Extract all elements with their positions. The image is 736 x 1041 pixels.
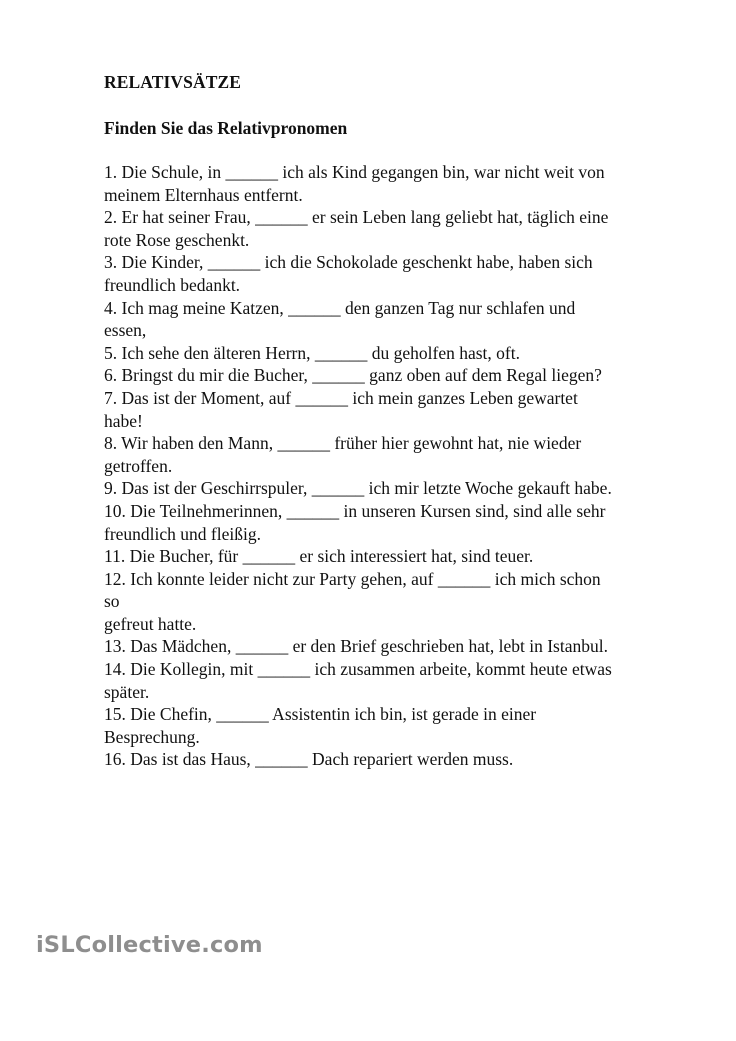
exercise-item (104, 658, 694, 703)
exercise-item (104, 342, 694, 365)
exercise-line: rote Rose geschenkt. (104, 229, 250, 250)
exercise-item (104, 297, 694, 342)
exercise-item (104, 635, 694, 658)
exercise-item (104, 251, 694, 296)
exercise-line: meinem Elternhaus entfernt. (104, 184, 303, 205)
exercise-item (104, 477, 694, 500)
exercise-line: 16. Das ist das Haus, ______ Dach repariert werden muss. (104, 749, 514, 770)
exercise-line: später. (104, 681, 150, 702)
exercise-item (104, 206, 694, 251)
exercise-line: 15. Die Chefin, ______ Assistentin ich bin, ist gerade in einer (104, 704, 537, 725)
exercise-line: 6. Bringst du mir die Bucher, ______ ganz oben auf dem Regal liegen? (104, 365, 602, 386)
exercise-line: Besprechung. (104, 726, 200, 747)
exercise-item (104, 545, 694, 568)
exercise-line: 1. Die Schule, in ______ ich als Kind gegangen bin, war nicht weit von (104, 162, 605, 182)
exercise-line: 13. Das Mädchen, ______ er den Brief geschrieben hat, lebt in Istanbul. (104, 636, 608, 657)
exercise-item (104, 387, 694, 432)
exercise-line: 5. Ich sehe den älteren Herrn, ______ du geholfen hast, oft. (104, 342, 520, 363)
exercise-line: 10. Die Teilnehmerinnen, ______ in unseren Kursen sind, sind alle sehr (104, 500, 606, 521)
exercise-line: freundlich bedankt. (104, 274, 241, 295)
exercise-line: 7. Das ist der Moment, auf ______ ich mein ganzes Leben gewartet (104, 387, 578, 408)
exercise-line: 8. Wir haben den Mann, ______ früher hier gewohnt hat, nie wieder (104, 433, 582, 454)
exercise-item (104, 703, 694, 748)
exercise-line: 4. Ich mag meine Katzen, ______ den ganzen Tag nur schlafen und (104, 297, 576, 318)
exercise-item (104, 161, 694, 206)
exercise-line: gefreut hatte. (104, 613, 197, 634)
exercise-line: so (104, 591, 120, 612)
exercise-line: 2. Er hat seiner Frau, ______ er sein Leben lang geliebt hat, täglich eine (104, 207, 609, 228)
exercise-list (104, 161, 694, 771)
exercise-item (104, 748, 694, 771)
worksheet-title: RELATIVSÄTZE (104, 72, 242, 92)
exercise-line: getroffen. (104, 455, 173, 476)
exercise-line: freundlich und fleißig. (104, 523, 261, 544)
exercise-line: 11. Die Bucher, für ______ er sich interessiert hat, sind teuer. (104, 546, 534, 567)
site-watermark: iSLCollective.com (36, 932, 263, 958)
exercise-item (104, 568, 694, 636)
exercise-line: 12. Ich konnte leider nicht zur Party gehen, auf ______ ich mich schon (104, 568, 601, 589)
exercise-line: essen, (104, 320, 147, 341)
exercise-line: 14. Die Kollegin, mit ______ ich zusammen arbeite, kommt heute etwas (104, 659, 612, 680)
exercise-line: 3. Die Kinder, ______ ich die Schokolade geschenkt habe, haben sich (104, 252, 593, 273)
exercise-line: habe! (104, 410, 143, 431)
worksheet-instructions: Finden Sie das Relativpronomen (104, 118, 348, 138)
exercise-line: 9. Das ist der Geschirrspuler, ______ ich mir letzte Woche gekauft habe. (104, 478, 612, 499)
exercise-item (104, 432, 694, 477)
exercise-item (104, 364, 694, 387)
exercise-item (104, 500, 694, 545)
